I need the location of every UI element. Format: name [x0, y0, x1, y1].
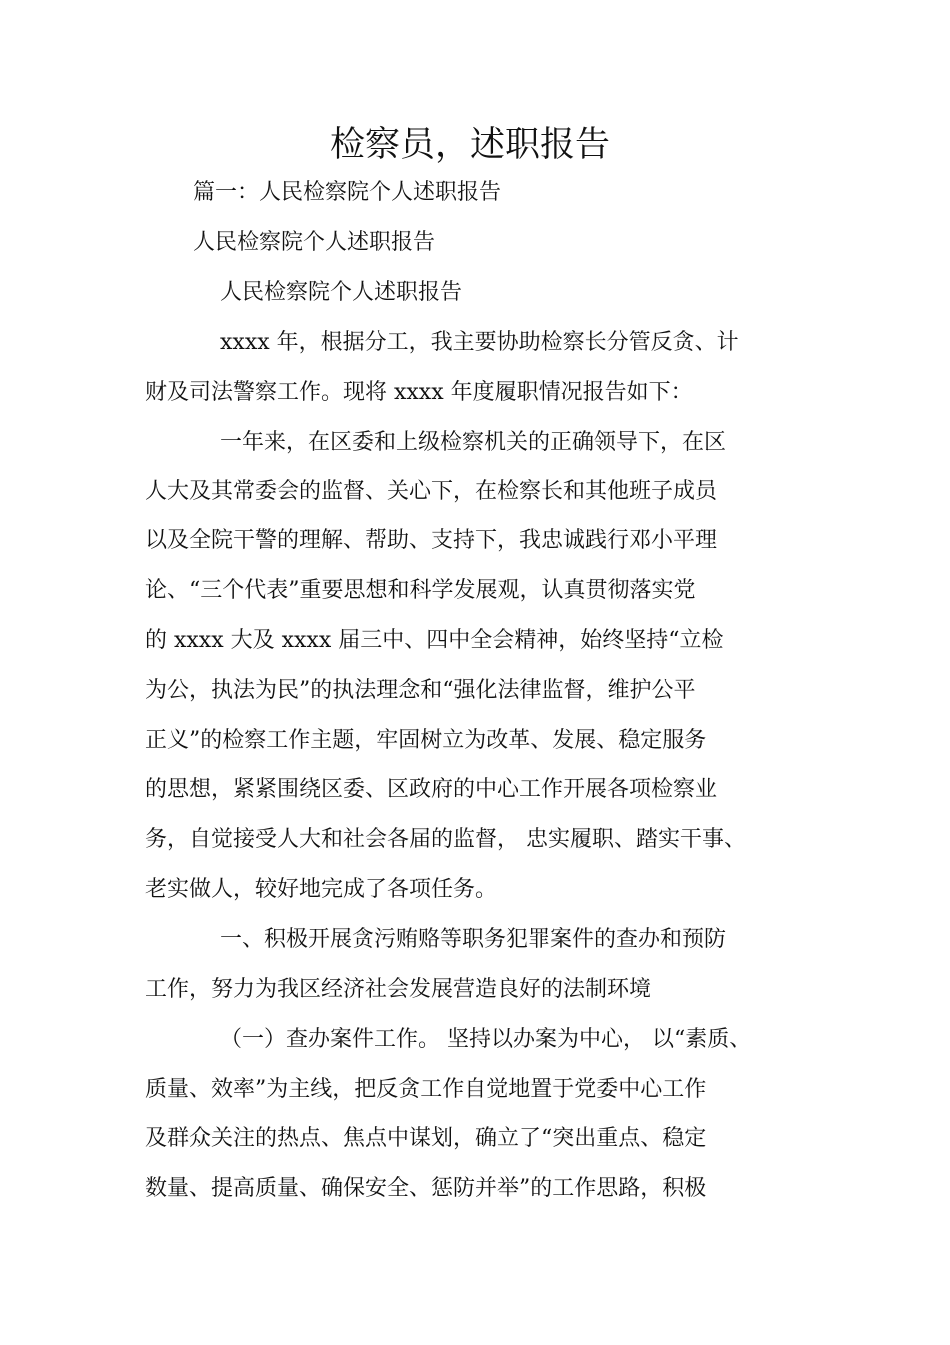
paragraph-line: 质量、效率”为主线，把反贪工作自觉地置于党委中心工作: [145, 1077, 707, 1102]
paragraph-line: 数量、提高质量、确保安全、惩防并举”的工作思路，积极: [145, 1176, 707, 1201]
paragraph-line: 务，自觉接受人大和社会各届的监督， 忠实履职、踏实干事、: [145, 827, 746, 852]
paragraph-line: （一）查办案件工作。 坚持以办案为中心， 以“素质、: [220, 1027, 752, 1052]
paragraph-line: 工作，努力为我区经济社会发展营造良好的法制环境: [145, 977, 652, 1002]
paragraph-line: 及群众关注的热点、焦点中谋划，确立了“突出重点、稳定: [145, 1126, 707, 1151]
paragraph-line: 论、“三个代表”重要思想和科学发展观，认真贯彻落实党: [145, 578, 696, 603]
paragraph-line: 一年来，在区委和上级检察机关的正确领导下，在区: [220, 430, 727, 455]
subheading: 人民检察院个人述职报告: [193, 230, 436, 255]
document-title: 检察员，述职报告: [329, 125, 610, 165]
paragraph-line: 老实做人，较好地完成了各项任务。: [145, 877, 498, 902]
paragraph-line: xxxx 年，根据分工，我主要协助检察长分管反贪、计: [220, 330, 739, 355]
paragraph-line: 的 xxxx 大及 xxxx 届三中、四中全会精神，始终坚持“立检: [145, 628, 724, 653]
paragraph-line: 为公，执法为民”的执法理念和“强化法律监督，维护公平: [145, 678, 696, 703]
paragraph-line: 以及全院干警的理解、帮助、支持下，我忠诚践行邓小平理: [145, 528, 718, 553]
paragraph-line: 人大及其常委会的监督、关心下，在检察长和其他班子成员: [145, 479, 718, 504]
paragraph-line: 财及司法警察工作。现将 xxxx 年度履职情况报告如下：: [145, 380, 693, 405]
paragraph-line: 正义”的检察工作主题，牢固树立为改革、发展、稳定服务: [145, 728, 707, 753]
paragraph-line: 的思想，紧紧围绕区委、区政府的中心工作开展各项检察业: [145, 777, 718, 802]
paragraph-line: 一、积极开展贪污贿赂等职务犯罪案件的查办和预防: [220, 927, 727, 952]
section-heading: 篇一：人民检察院个人述职报告: [193, 180, 502, 205]
subheading: 人民检察院个人述职报告: [220, 280, 463, 305]
